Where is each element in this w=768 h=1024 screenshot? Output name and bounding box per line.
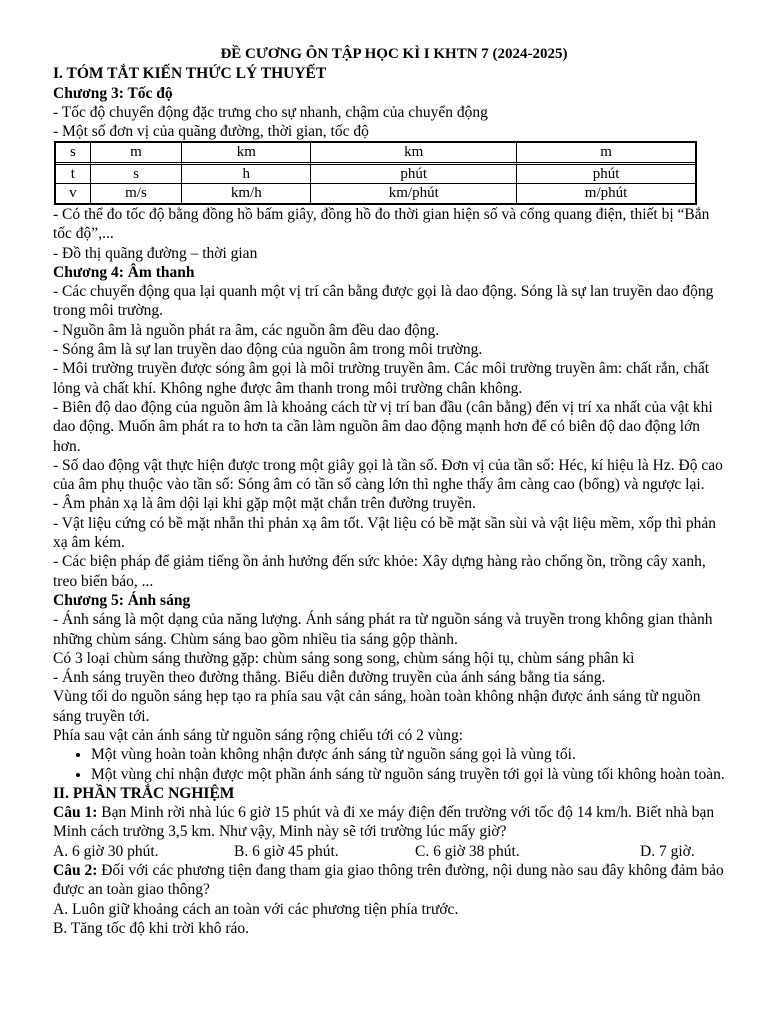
paragraph: - Số dao động vật thực hiện được trong một giây gọi là tần số. Đơn vị của tần số: Héc, kí hiệu là Hz. Độ cao của âm phụ thuộc vào tần số: Sóng âm có tần số càng lớn thì nghe thấy âm càng cao (bổng) và ngược lại. bbox=[53, 456, 723, 494]
paragraph: - Đồ thị quãng đường – thời gian bbox=[53, 244, 258, 262]
question-text: Đối với các phương tiện đang tham gia giao thông trên đường, nội dung nào sau đây không đảm bảo được an toàn giao thông? bbox=[53, 862, 724, 899]
answer-option-d: D. 7 giờ. bbox=[640, 842, 695, 860]
question-1 bbox=[53, 803, 725, 842]
paragraph: - Có thể đo tốc độ bằng đồng hồ bấm giây, đồng hồ đo thời gian hiện số và cổng quang điện, thiết bị “Bắn tốc độ”,... bbox=[53, 205, 710, 243]
table-cell: phút bbox=[311, 165, 517, 185]
table-row bbox=[56, 165, 695, 185]
paragraph: - Tốc độ chuyển động đặc trưng cho sự nhanh, chậm của chuyển động bbox=[53, 103, 488, 121]
table-cell: m bbox=[91, 143, 182, 165]
table-cell: m/phút bbox=[584, 185, 628, 202]
paragraph: - Sóng âm là sự lan truyền dao động của nguồn âm trong môi trường. bbox=[53, 341, 483, 359]
chapter-3-heading: Chương 3: Tốc độ bbox=[53, 84, 173, 102]
chapter-5-heading: Chương 5: Ánh sáng bbox=[53, 591, 191, 609]
table-cell: km bbox=[311, 143, 517, 165]
paragraph: Phía sau vật cản ánh sáng từ nguồn sáng rộng chiếu tới có 2 vùng: bbox=[53, 727, 464, 744]
units-table bbox=[54, 141, 697, 205]
question-label: Câu 2: bbox=[53, 862, 98, 880]
paragraph: - Nguồn âm là nguồn phát ra âm, các nguồn âm đều dao động. bbox=[53, 321, 440, 339]
bullet-list bbox=[53, 745, 725, 784]
table-row bbox=[56, 143, 695, 165]
section-1-heading: I. TÓM TẮT KIẾN THỨC LÝ THUYẾT bbox=[53, 65, 327, 83]
paragraph: - Các biện pháp để giảm tiếng ồn ảnh hưởng đến sức khỏe: Xây dựng hàng rào chống ồn, trồng cây xanh, treo biển báo, ... bbox=[53, 553, 706, 590]
paragraph: - Âm phản xạ là âm dội lại khi gặp một mặt chắn trên đường truyền. bbox=[53, 495, 476, 513]
document-title: ĐỀ CƯƠNG ÔN TẬP HỌC KÌ I KHTN 7 (2024-2025) bbox=[220, 46, 568, 62]
paragraph: - Ánh sáng truyền theo đường thẳng. Biểu diễn đường truyền của ánh sáng bằng tia sáng. bbox=[53, 669, 606, 687]
list-item: • Một vùng hoàn toàn không nhận được ánh sáng từ nguồn sáng gọi là vùng tối. bbox=[91, 745, 725, 764]
section-2-heading: II. PHẦN TRẮC NGHIỆM bbox=[53, 784, 235, 802]
table-cell: km/h bbox=[182, 184, 311, 203]
answer-option-a: A. 6 giờ 30 phút. bbox=[53, 842, 159, 860]
table-cell: phút bbox=[517, 165, 695, 185]
answer-option-a: A. Luôn giữ khoảng cách an toàn với các phương tiện phía trước. bbox=[53, 900, 459, 918]
table-cell: km/phút bbox=[311, 184, 517, 203]
table-cell: km bbox=[182, 143, 311, 165]
table-row bbox=[56, 184, 695, 203]
answer-row bbox=[53, 842, 725, 861]
chapter-4-heading: Chương 4: Âm thanh bbox=[53, 263, 195, 281]
paragraph: - Biên độ dao động của nguồn âm là khoảng cách từ vị trí ban đầu (cân bằng) đến vị trí xa nhất của vật khi dao động. Muốn âm phát ra to hơn ta cần làm nguồn âm dao động mạnh hơn để có biên độ dao động lớn hơn. bbox=[53, 398, 713, 455]
answer-option-c: C. 6 giờ 38 phút. bbox=[415, 842, 520, 860]
table-cell: s bbox=[91, 165, 182, 185]
question-label: Câu 1: bbox=[53, 804, 98, 822]
paragraph: Vùng tối do nguồn sáng hẹp tạo ra phía sau vật cản sáng, hoàn toàn không nhận được ánh sáng từ nguồn sáng truyền tới. bbox=[53, 688, 701, 725]
list-item: • Một vùng chỉ nhận được một phần ánh sáng từ nguồn sáng truyền tới gọi là vùng tối không hoàn toàn. bbox=[91, 765, 725, 784]
paragraph: Có 3 loại chùm sáng thường gặp: chùm sáng song song, chùm sáng hội tụ, chùm sáng phân kì bbox=[53, 649, 635, 667]
answer-option-b: B. Tăng tốc độ khi trời khô ráo. bbox=[53, 919, 250, 937]
paragraph: - Các chuyển động qua lại quanh một vị trí cân bằng được gọi là dao động. Sóng là sự lan truyền dao động trong môi trường. bbox=[53, 283, 714, 320]
table-cell: t bbox=[56, 165, 91, 185]
table-cell: s bbox=[56, 143, 91, 165]
question-text: Bạn Minh rời nhà lúc 6 giờ 15 phút và đi xe máy điện đến trường với tốc độ 14 km/h. Biết nhà bạn Minh cách trường 3,5 km. Như vậy, Minh này sẽ tới trường lúc mấy giờ? bbox=[53, 804, 715, 841]
paragraph: - Môi trường truyền được sóng âm gọi là môi trường truyền âm. Các môi trường truyền âm: chất rắn, chất lỏng và chất khí. Không nghe được âm thanh trong môi trường chân không. bbox=[53, 360, 710, 397]
answer-option-b: B. 6 giờ 45 phút. bbox=[234, 842, 339, 860]
paragraph: - Một số đơn vị của quãng đường, thời gian, tốc độ bbox=[53, 123, 369, 141]
table-cell: h bbox=[182, 165, 311, 185]
document-page bbox=[53, 45, 725, 938]
paragraph: - Vật liệu cứng có bề mặt nhẵn thì phản xạ âm tốt. Vật liệu có bề mặt sần sùi và vật liệu mềm, xốp thì phản xạ âm kém. bbox=[53, 514, 716, 552]
table-cell: v bbox=[56, 184, 91, 203]
paragraph: - Ánh sáng là một dạng của năng lượng. Ánh sáng phát ra từ nguồn sáng và truyền trong không gian thành những chùm sáng. Chùm sáng bao gồm nhiều tia sáng gộp thành. bbox=[53, 611, 713, 648]
table-cell: m/s bbox=[91, 184, 182, 203]
question-2 bbox=[53, 861, 725, 900]
table-cell: m bbox=[517, 143, 695, 165]
